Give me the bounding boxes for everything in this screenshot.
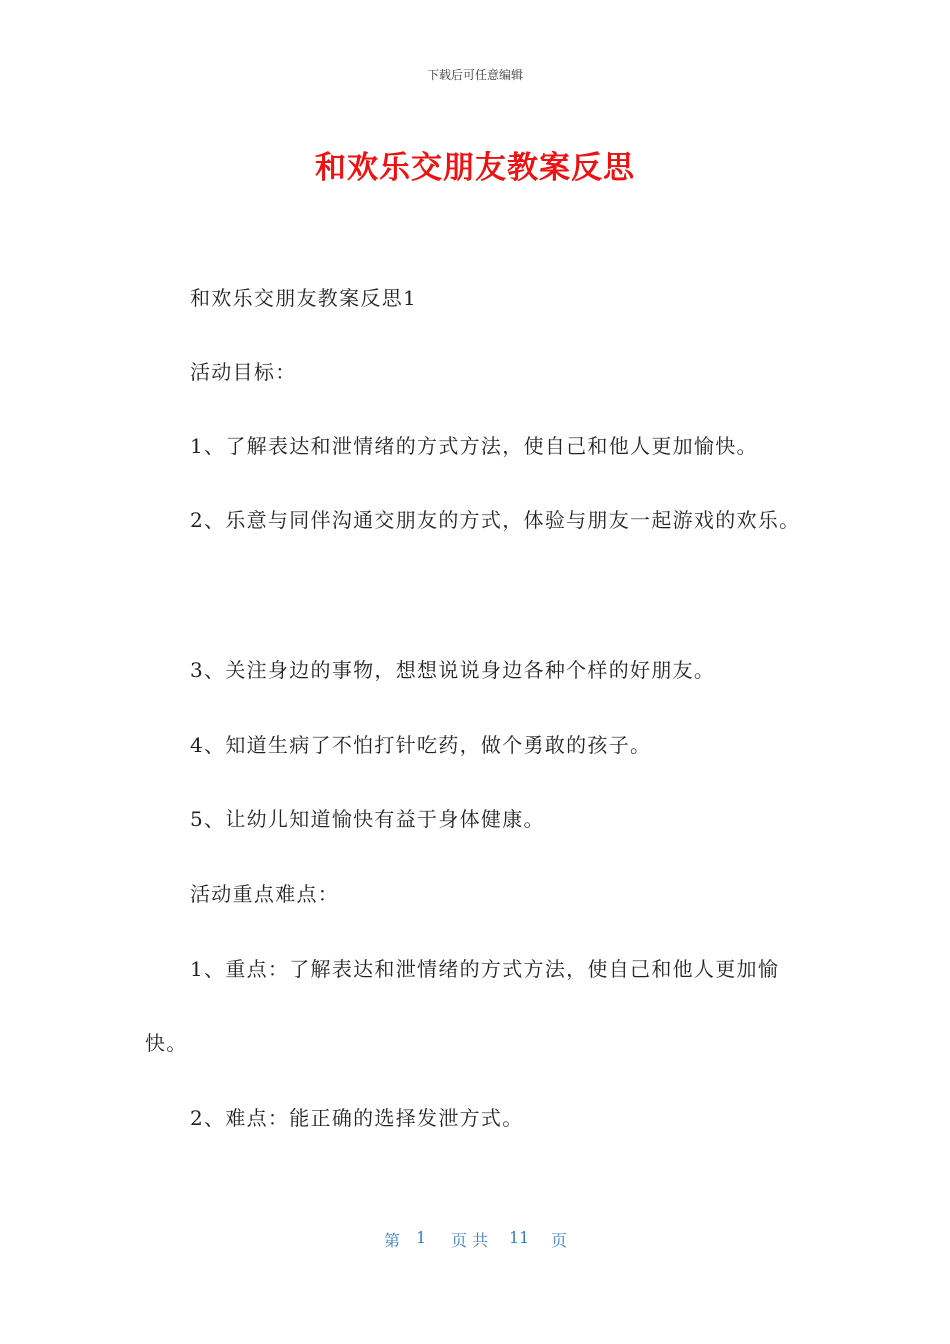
- footer-page-suffix: 页: [551, 1231, 568, 1250]
- section-heading: 和欢乐交朋友教案反思1: [190, 286, 418, 310]
- footer-total-pages: 11: [509, 1228, 530, 1247]
- paragraph: 活动重点难点：: [190, 882, 340, 906]
- paragraph-continuation: 快。: [145, 1031, 188, 1055]
- header-note: 下载后可任意编辑: [426, 68, 523, 82]
- document-title: 和欢乐交朋友教案反思: [315, 150, 635, 186]
- paragraph: 3、关注身边的事物，想想说说身边各种个样的好朋友。: [190, 658, 716, 682]
- paragraph: 活动目标：: [190, 360, 297, 384]
- paragraph: 1、重点：了解表达和泄情绪的方式方法，使自己和他人更加愉: [190, 957, 780, 981]
- paragraph: 4、知道生病了不怕打针吃药，做个勇敢的孩子。: [190, 733, 652, 757]
- paragraph: 2、乐意与同伴沟通交朋友的方式，体验与朋友一起游戏的欢乐。: [190, 508, 801, 532]
- footer-page-mid: 页 共: [451, 1231, 489, 1250]
- paragraph: 2、难点：能正确的选择发泄方式。: [190, 1106, 524, 1130]
- paragraph: 5、让幼儿知道愉快有益于身体健康。: [190, 807, 545, 831]
- paragraph: 1、了解表达和泄情绪的方式方法，使自己和他人更加愉快。: [190, 434, 758, 458]
- footer-page-number: 1: [416, 1228, 427, 1247]
- footer-page-prefix: 第: [384, 1231, 401, 1250]
